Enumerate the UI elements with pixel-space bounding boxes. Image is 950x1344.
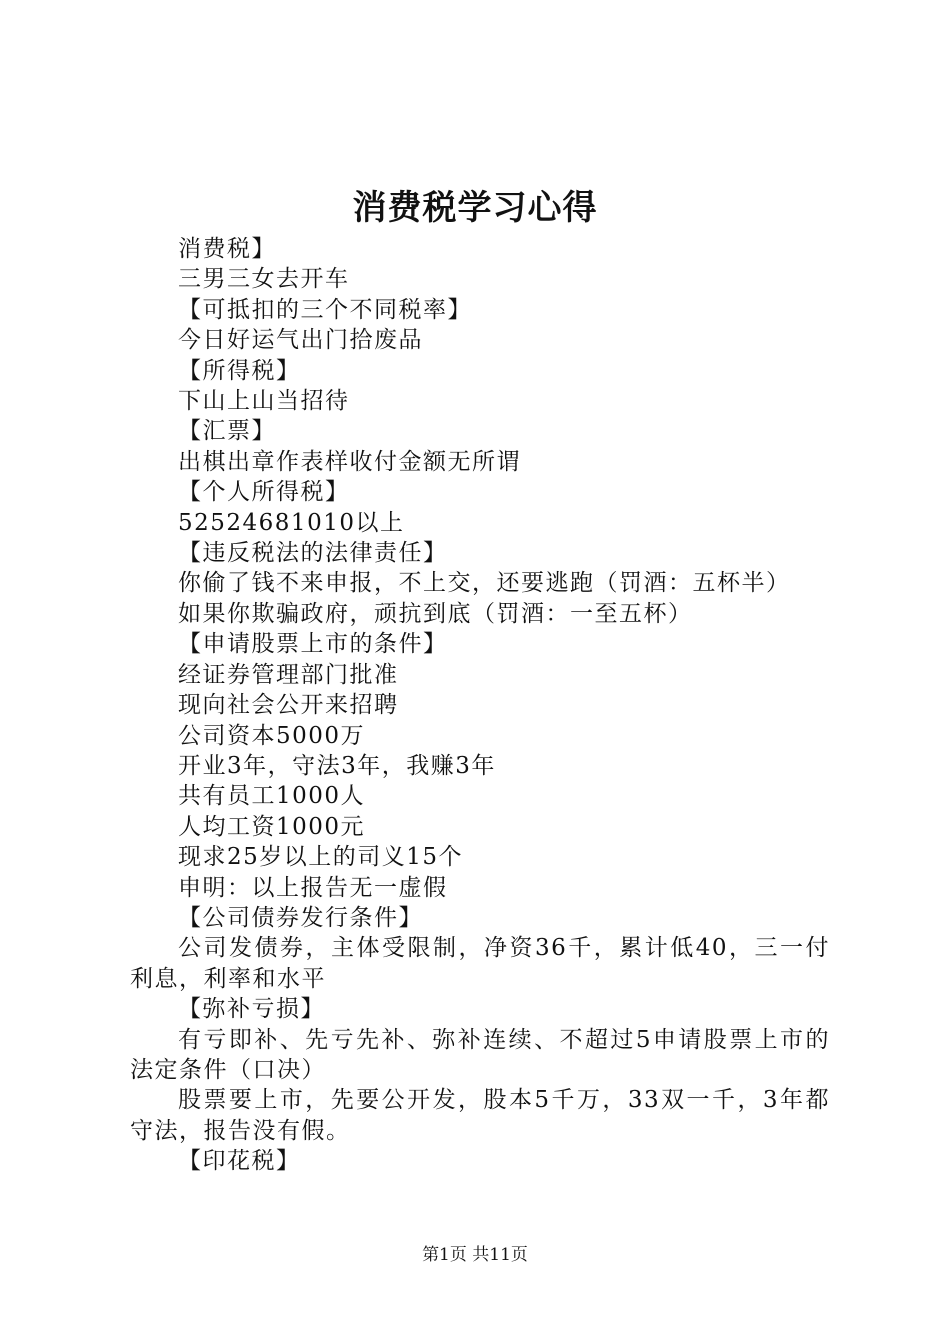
document-body [130, 234, 830, 1177]
paragraph: 【印花税】 [178, 1148, 301, 1175]
paragraph: 公司资本5000万 [178, 722, 366, 749]
paragraph: 现求25岁以上的司义15个 [178, 844, 464, 871]
paragraph: 股票要上市，先要公开发，股本5千万，33双一千，3年都守法，报告没有假。 [130, 1087, 830, 1144]
paragraph: 消费税】 [178, 236, 276, 262]
paragraph: 如果你欺骗政府，顽抗到底（罚酒：一至五杯） [178, 600, 693, 627]
paragraph: 【汇票】 [178, 418, 276, 445]
paragraph: 开业3年，守法3年，我赚3年 [178, 752, 496, 779]
paragraph: 现向社会公开来招聘 [178, 692, 399, 719]
document-title: 消费税学习心得 [352, 188, 598, 228]
paragraph: 【可抵扣的三个不同税率】 [178, 296, 472, 323]
paragraph: 下山上山当招待 [178, 388, 350, 415]
paragraph: 有亏即补、先亏先补、弥补连续、不超过5申请股票上市的法定条件（口决） [130, 1026, 830, 1083]
paragraph: 你偷了钱不来申报，不上交，还要逃跑（罚酒：五杯半） [178, 570, 791, 597]
paragraph: 52524681010以上 [178, 509, 405, 536]
paragraph: 今日好运气出门拾废品 [178, 327, 423, 354]
paragraph: 【个人所得税】 [178, 479, 350, 506]
paragraph: 出棋出章作表样收付金额无所谓 [178, 448, 521, 475]
paragraph: 【弥补亏损】 [178, 996, 325, 1023]
paragraph: 共有员工1000人 [178, 783, 366, 810]
paragraph: 【申请股票上市的条件】 [178, 631, 448, 658]
paragraph: 经证券管理部门批准 [178, 661, 399, 688]
paragraph: 【所得税】 [178, 357, 301, 384]
paragraph: 申明：以上报告无一虚假 [178, 874, 448, 901]
paragraph: 【公司债券发行条件】 [178, 904, 423, 931]
paragraph: 公司发债券，主体受限制，净资36千，累计低40，三一付利息，利率和水平 [130, 935, 830, 992]
paragraph: 人均工资1000元 [178, 813, 366, 840]
paragraph: 【违反税法的法律责任】 [178, 540, 448, 567]
page-footer: 第1页 共11页 [422, 1245, 528, 1265]
paragraph: 三男三女去开车 [178, 266, 350, 293]
